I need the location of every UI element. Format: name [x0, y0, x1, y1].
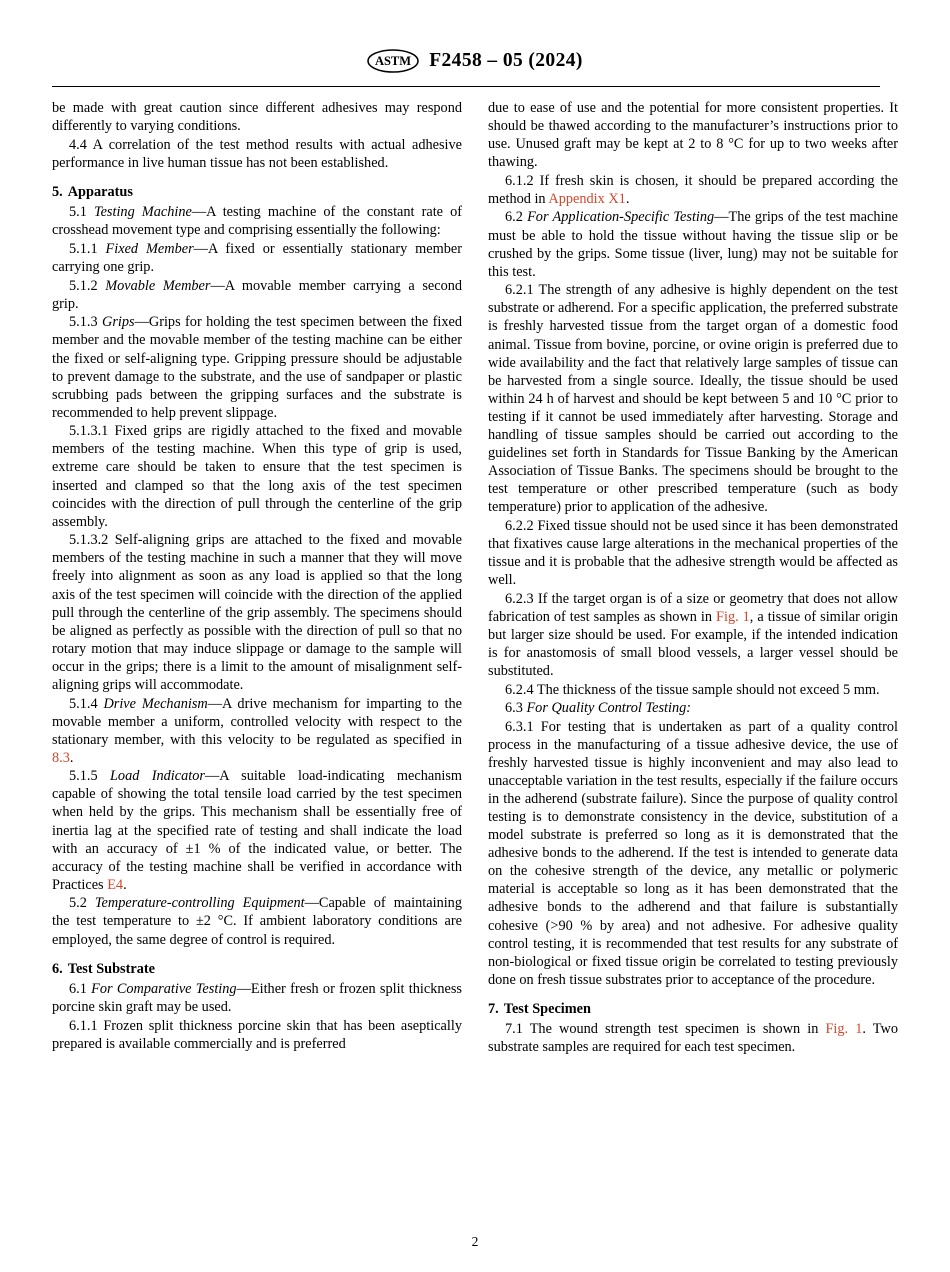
text-run: 5.1.2 [69, 277, 106, 294]
text-run: . [123, 876, 127, 893]
paragraph [488, 699, 898, 717]
text-run: 5.1.3.2 Self-aligning grips are attached to the fixed and movable members of the testing machine in such a manner that they will move freely into alignment as soon as any load is applied so that the long axis of the test specimen will coincide with the direction of the applied pull through the centerline of the grip assembly. The specimens should be aligned as perfectly as possible with the direction of pull so that no rotary motion that may induce slippage or damage to the sample will occur in the grips; there is a limit to the amount of misalignment self-aligning grips will accommodate. [52, 532, 462, 693]
paragraph [488, 517, 898, 589]
text-run: 7.1 The wound strength test specimen is shown in [505, 1021, 826, 1038]
cross-reference-link[interactable]: 8.3 [52, 749, 70, 766]
term-italic: Testing Machine [93, 204, 192, 221]
page-header [0, 0, 950, 80]
text-run: . [625, 190, 630, 207]
section-number: 6. [52, 960, 63, 977]
paragraph [488, 208, 898, 280]
paragraph [52, 99, 462, 135]
paragraph [488, 1020, 898, 1056]
two-column-body [0, 87, 950, 1057]
section-title: Test Specimen [503, 1000, 591, 1017]
text-run: —The grips of the test machine must be able to hold the tissue without having the tissue slip or be crushed by the grips. Some tissue (liver, lung) may not be suitable for this test. [488, 209, 898, 280]
text-run: 6.2.3 If the target organ is of a size or geometry that does not allow fabrication of test samples as shown in [488, 590, 898, 625]
text-run: 6.1.1 Frozen split thickness porcine skin that has been aseptically prepared is available commercially and is preferred [52, 1017, 462, 1052]
term-italic: Drive Mechanism [103, 695, 208, 712]
text-run: 5.2 [69, 895, 95, 912]
cross-reference-link[interactable]: Appendix X1 [548, 190, 626, 207]
text-run: —A testing machine of the constant rate of crosshead movement type and comprising essentially the following: [52, 204, 462, 239]
text-run: —Grips for holding the test specimen between the fixed member and the movable member of the testing machine can be either the fixed or self-aligning type. Gripping pressure should be adjustable to prevent damage to the substrate, and the use of sandpaper or plastic scrubbing pads between the gripping surfaces and the substrate is recommended to help prevent slippage. [52, 314, 462, 421]
paragraph [52, 767, 462, 894]
paragraph [52, 136, 462, 172]
text-run: 5.1.4 [69, 695, 104, 712]
paragraph [488, 590, 898, 680]
text-run: 6.2.4 The thickness of the tissue sample should not exceed 5 mm. [505, 681, 880, 698]
text-run: 6.2.1 The strength of any adhesive is highly dependent on the test substrate or adherend. For a specific application, the preferred substrate is freshly harvested tissue from the target organ of a domestic food animal. Tissue from bovine, porcine, or ovine origin is preferred due to wide availability and the fact that relatively large samples of tissue can be harvested from a single source. Ideally, the tissue should be used within 24 h of harvest and should be kept between 5 and 10 °C prior to testing if it cannot be used immediately after harvesting. Storage and handling of tissue samples should be carried out according to the guidelines set forth in Standards for Tissue Banking by the American Association of Tissue Banks. The specimens should be brought to the test temperature or other prescribed temperature (such as body temperature) prior to application of the adhesive. [488, 282, 898, 516]
text-run: be made with great caution since different adhesives may respond differently to varying conditions. [52, 100, 462, 135]
paragraph [52, 422, 462, 530]
paragraph [52, 277, 462, 313]
section-title: Test Substrate [67, 960, 155, 977]
term-italic: Fixed Member [105, 241, 194, 258]
paragraph [488, 281, 898, 516]
text-run: due to ease of use and the potential for more consistent properties. It should be thawed according to the manufacturer’s instructions prior to use. Unused graft may be kept at 2 to 8 °C for up to two weeks after thawing. [488, 100, 898, 171]
astm-logo [367, 48, 419, 74]
section-number: 7. [488, 1000, 499, 1017]
paragraph [52, 240, 462, 276]
text-run: 5.1 [69, 204, 94, 221]
svg-text:ASTM: ASTM [375, 54, 412, 68]
paragraph [52, 531, 462, 694]
text-run: —A drive mechanism for imparting to the movable member a uniform, controlled velocity with respect to the stationary member, with this velocity to be regulated as specified in [52, 695, 462, 748]
term-italic: Temperature-controlling Equipment [94, 895, 305, 912]
paragraph [488, 99, 898, 171]
cross-reference-link[interactable]: Fig. 1 [716, 608, 750, 625]
text-run: 6.2.2 Fixed tissue should not be used since it has been demonstrated that fixatives cause large alterations in the mechanical properties of the tissue and it is probable that the adhesive strength would be affected as well. [488, 517, 898, 589]
right-column [488, 99, 898, 1057]
paragraph [52, 1017, 462, 1053]
section-heading [52, 183, 462, 201]
text-run: 5.1.5 [69, 768, 110, 785]
section-heading [488, 1000, 898, 1018]
term-italic: For Comparative Testing [91, 981, 237, 998]
text-run: 4.4 A correlation of the test method results with actual adhesive performance in live human tissue has not been established. [52, 136, 462, 171]
document-designation: F2458 – 05 (2024) [429, 50, 583, 71]
paragraph [52, 203, 462, 239]
paragraph [52, 695, 462, 767]
paragraph [488, 172, 898, 208]
page-number: 2 [471, 1234, 479, 1249]
text-run: 5.1.3 [69, 314, 102, 331]
section-title: Apparatus [67, 183, 133, 200]
text-run: . [69, 749, 74, 766]
text-run: 6.1 [69, 981, 92, 998]
text-run: 5.1.1 [69, 241, 106, 258]
section-heading [52, 960, 462, 978]
text-run: 6.3.1 For testing that is undertaken as part of a quality control process in the manufacturing of a tissue adhesive device, the use of freshly harvested tissue is highly inconvenient and may also lead to unacceptable variation in the test results, especially if the failure occurs in the adherend (substrate failure). Since the purpose of quality control testing is to demonstrate consistency in the device, substitution of a model substrate is preferred so long as it is demonstrated that the adhesive bonds to the adherend. If the test is intended to generate data on the cohesive strength of the device, any metallic or polymeric material is acceptable so long as it has been demonstrated that the adhesive bonds to the adherend and that failure is substantially cohesive (>90 % by area) and not adhesive. For adhesive quality control testing, it is recommended that test results for any substrate of non-biological or fixed tissue origin be correlated to testing previously done on fresh tissue substrates prior to acceptance of the procedure. [488, 718, 898, 988]
paragraph [488, 681, 898, 699]
text-run: 5.1.3.1 Fixed grips are rigidly attached to the fixed and movable members of the testing machine. When this type of grip is used, extreme care should be taken to ensure that the test specimen is inserted and clamped so that the long axis of the test specimen coincides with the direction of pull through the centerline of the grip assembly. [52, 423, 462, 530]
section-number: 5. [52, 183, 63, 200]
text-run: . Two substrate samples are required for each test specimen. [488, 1021, 898, 1056]
text-run: 6.2 [505, 209, 528, 226]
term-italic: For Quality Control Testing: [526, 700, 692, 717]
paragraph [52, 980, 462, 1016]
term-italic: For Application-Specific Testing [527, 209, 715, 226]
paragraph [488, 718, 898, 989]
text-run: —A movable member carrying a second grip. [52, 277, 463, 312]
text-run: —Either fresh or frozen split thickness porcine skin graft may be used. [52, 981, 462, 1016]
paragraph [52, 894, 462, 948]
text-run: 6.3 [505, 700, 527, 717]
cross-reference-link[interactable]: Fig. 1 [825, 1021, 863, 1038]
cross-reference-link[interactable]: E4 [107, 876, 124, 893]
text-run: —A suitable load-indicating mechanism capable of showing the total tensile load carried by the test specimen when held by the grips. This mechanism shall be essentially free of inertia lag at the specified rate of testing and shall indicate the load with an accuracy of ±1 % of the indicated value, or better. The accuracy of the testing machine shall be verified in accordance with Practices [52, 768, 463, 893]
left-column [52, 99, 462, 1057]
paragraph [52, 313, 462, 421]
text-run: —Capable of maintaining the test temperature to ±2 °C. If ambient laboratory conditions are employed, the same degree of control is required. [52, 895, 462, 948]
text-run: —A fixed or essentially stationary member carrying one grip. [52, 241, 463, 276]
term-italic: Load Indicator [109, 768, 205, 785]
term-italic: Movable Member [105, 277, 211, 294]
text-run: , a tissue of similar origin but larger size should be used. For example, if the intended indication is for anastomosis of small blood vessels, a larger vessel should be substituted. [488, 608, 898, 679]
text-run: 6.1.2 If fresh skin is chosen, it should be prepared according the method in [488, 172, 898, 207]
term-italic: Grips [102, 314, 135, 331]
